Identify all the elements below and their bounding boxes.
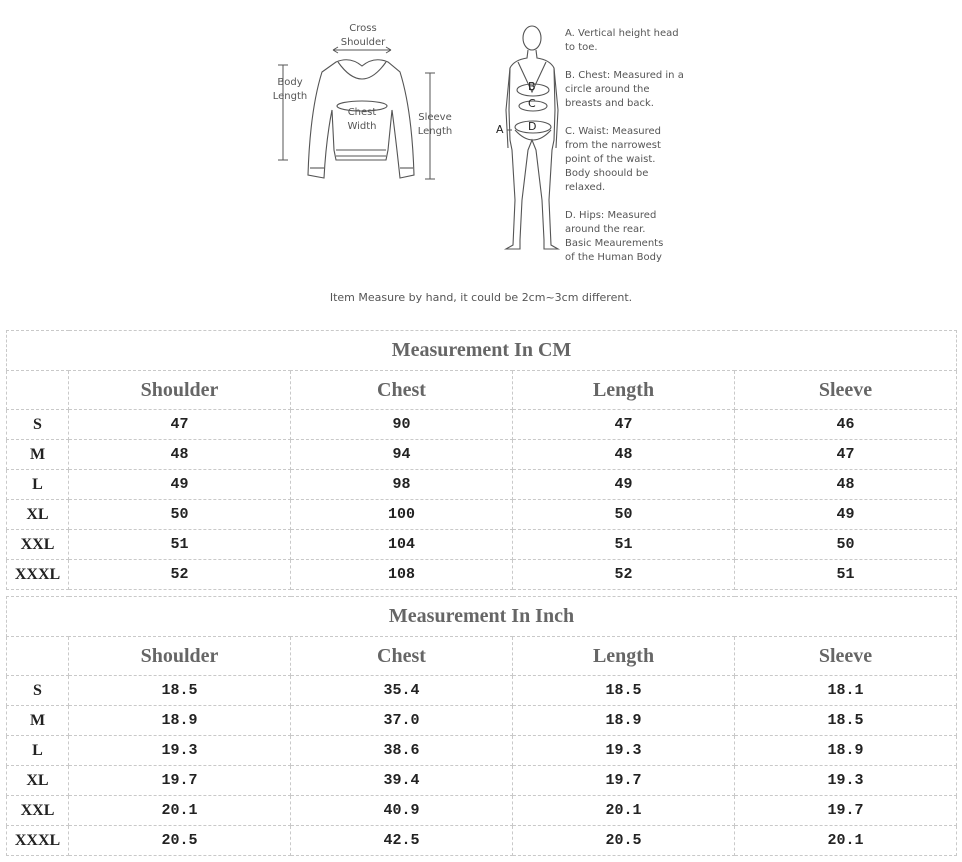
sleeve-cell: 49	[735, 500, 957, 530]
note-b-chest: B. Chest: Measured in a circle around the breasts and back.	[565, 70, 684, 109]
chest-cell: 100	[291, 500, 513, 530]
size-cell: L	[7, 470, 69, 500]
measurement-illustration	[0, 0, 962, 290]
inch-header-row	[7, 637, 957, 676]
chest-cell: 108	[291, 560, 513, 590]
inch-header-chest: Chest	[291, 637, 513, 676]
chest-cell: 104	[291, 530, 513, 560]
chest-width-label: Chest Width	[347, 107, 377, 132]
size-cell: XXL	[7, 530, 69, 560]
shoulder-cell: 52	[69, 560, 291, 590]
table-row	[7, 766, 957, 796]
cm-header-size	[7, 371, 69, 410]
table-row	[7, 560, 957, 590]
chest-cell: 94	[291, 440, 513, 470]
measurement-diagram	[0, 0, 962, 320]
chest-cell: 39.4	[291, 766, 513, 796]
sleeve-cell: 47	[735, 440, 957, 470]
body-length-label: Body Length	[272, 77, 308, 102]
sleeve-cell: 18.1	[735, 676, 957, 706]
table-row	[7, 470, 957, 500]
table-row	[7, 440, 957, 470]
table-row	[7, 676, 957, 706]
size-cell: S	[7, 676, 69, 706]
length-cell: 48	[513, 440, 735, 470]
length-cell: 50	[513, 500, 735, 530]
length-cell: 19.7	[513, 766, 735, 796]
size-cell: M	[7, 440, 69, 470]
length-cell: 51	[513, 530, 735, 560]
shoulder-cell: 50	[69, 500, 291, 530]
size-cell: L	[7, 736, 69, 766]
cm-header-chest: Chest	[291, 371, 513, 410]
shoulder-cell: 20.1	[69, 796, 291, 826]
chest-cell: 35.4	[291, 676, 513, 706]
size-cell: M	[7, 706, 69, 736]
length-cell: 18.9	[513, 706, 735, 736]
note-d-hips: D. Hips: Measured around the rear. Basic Meaurements of the Human Body	[565, 210, 664, 263]
shoulder-cell: 19.3	[69, 736, 291, 766]
size-cell: XL	[7, 500, 69, 530]
shoulder-cell: 18.5	[69, 676, 291, 706]
chest-cell: 40.9	[291, 796, 513, 826]
chest-cell: 90	[291, 410, 513, 440]
shoulder-cell: 48	[69, 440, 291, 470]
cm-size-table	[6, 330, 957, 590]
figure-letter-c: C	[528, 97, 536, 110]
size-cell: XXXL	[7, 560, 69, 590]
sleeve-cell: 51	[735, 560, 957, 590]
note-a-height: A. Vertical height head to toe.	[565, 28, 679, 53]
chest-cell: 98	[291, 470, 513, 500]
shoulder-cell: 20.5	[69, 826, 291, 856]
sleeve-cell: 50	[735, 530, 957, 560]
size-cell: XXXL	[7, 826, 69, 856]
cm-header-length: Length	[513, 371, 735, 410]
length-cell: 20.5	[513, 826, 735, 856]
chest-cell: 37.0	[291, 706, 513, 736]
shoulder-cell: 19.7	[69, 766, 291, 796]
shoulder-cell: 49	[69, 470, 291, 500]
length-cell: 19.3	[513, 736, 735, 766]
sleeve-cell: 18.9	[735, 736, 957, 766]
cm-table-title: Measurement In CM	[7, 331, 957, 371]
table-row	[7, 736, 957, 766]
table-row	[7, 410, 957, 440]
shoulder-cell: 51	[69, 530, 291, 560]
inch-size-table	[6, 596, 957, 856]
length-cell: 49	[513, 470, 735, 500]
sleeve-length-label: Sleeve Length	[417, 112, 453, 137]
table-row	[7, 826, 957, 856]
inch-header-shoulder: Shoulder	[69, 637, 291, 676]
table-row	[7, 796, 957, 826]
shoulder-cell: 47	[69, 410, 291, 440]
length-cell: 18.5	[513, 676, 735, 706]
sleeve-cell: 20.1	[735, 826, 957, 856]
chest-cell: 42.5	[291, 826, 513, 856]
figure-letter-d: D	[528, 120, 537, 133]
note-c-waist: C. Waist: Measured from the narrowest point of the waist. Body shoould be relaxed.	[565, 126, 662, 193]
figure-letter-a: A	[496, 123, 504, 136]
inch-header-length: Length	[513, 637, 735, 676]
size-cell: XL	[7, 766, 69, 796]
sleeve-cell: 18.5	[735, 706, 957, 736]
size-cell: S	[7, 410, 69, 440]
cm-header-shoulder: Shoulder	[69, 371, 291, 410]
human-figure-drawing	[506, 26, 558, 249]
cross-shoulder-label: Cross Shoulder	[340, 23, 386, 48]
size-cell: XXL	[7, 796, 69, 826]
sleeve-cell: 48	[735, 470, 957, 500]
cm-header-sleeve: Sleeve	[735, 371, 957, 410]
table-row	[7, 530, 957, 560]
cm-header-row	[7, 371, 957, 410]
chest-cell: 38.6	[291, 736, 513, 766]
sleeve-cell: 19.3	[735, 766, 957, 796]
sleeve-cell: 46	[735, 410, 957, 440]
measure-disclaimer: Item Measure by hand, it could be 2cm~3cm different.	[329, 291, 633, 304]
length-cell: 20.1	[513, 796, 735, 826]
inch-header-sleeve: Sleeve	[735, 637, 957, 676]
length-cell: 47	[513, 410, 735, 440]
length-cell: 52	[513, 560, 735, 590]
sleeve-cell: 19.7	[735, 796, 957, 826]
shoulder-cell: 18.9	[69, 706, 291, 736]
figure-letter-b: B	[528, 80, 536, 93]
inch-header-size	[7, 637, 69, 676]
table-row	[7, 706, 957, 736]
inch-table-title: Measurement In Inch	[7, 597, 957, 637]
table-row	[7, 500, 957, 530]
